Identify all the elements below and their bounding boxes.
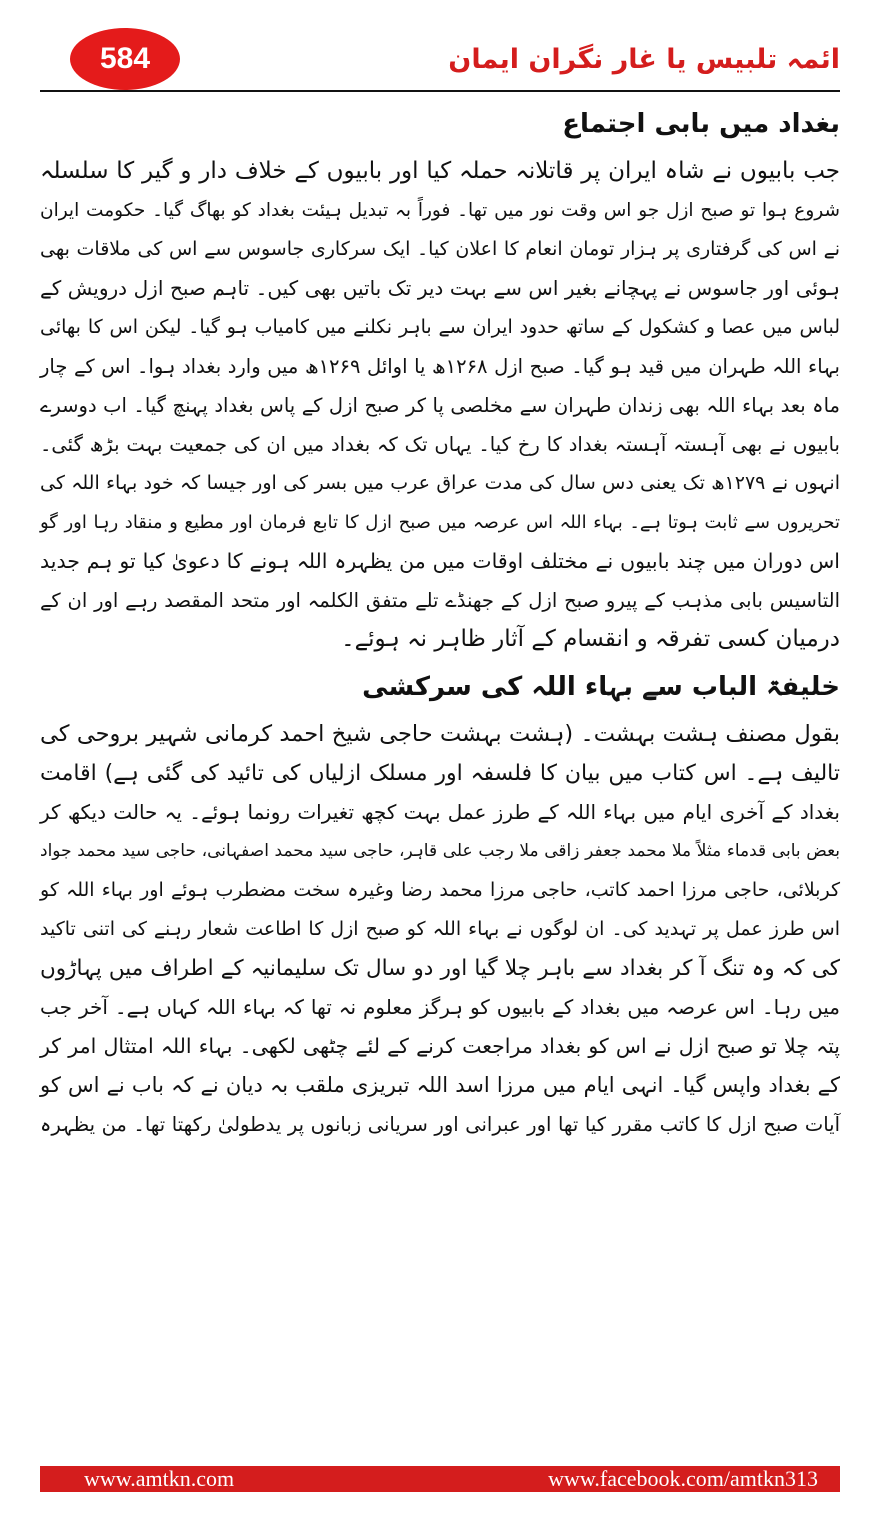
text-line: میں رہا۔ اس عرصہ میں بغداد کے بابیوں کو ہرگز معلوم نہ تھا کہ بہاء اللہ کہاں ہے۔ آخر جب bbox=[40, 995, 840, 1019]
text-line: کربلائی، حاجی مرزا احمد کاتب، حاجی مرزا محمد رضا وغیرہ سخت مضطرب ہوئے اور بہاء اللہ کو bbox=[40, 879, 840, 901]
paragraph-baghdad-gathering bbox=[40, 152, 840, 659]
section-heading-bahaullah-rebellion: خلیفۃ الباب سے بہاء اللہ کی سرکشی bbox=[362, 672, 840, 702]
text-line: ہوئی اور جاسوس نے پہچانے بغیر اس سے بہت دیر تک باتیں بھی کیں۔ تاہم صبح ازل درویش کے bbox=[40, 276, 840, 300]
text-line: کے بغداد واپس گیا۔ انہی ایام میں مرزا اسد اللہ تبریزی ملقب بہ دیان نے کہ باب نے اس کو bbox=[40, 1073, 840, 1097]
page-number-badge: 584 bbox=[70, 28, 180, 90]
text-line: بابیوں نے بھی آہستہ آہستہ بغداد کا رخ کیا۔ یہاں تک کہ بغداد میں ان کی جمعیت بہت بڑھ گئی۔ bbox=[40, 433, 840, 456]
text-line: انہوں نے ۱۲۷۹ھ تک یعنی دس سال کی مدت عراق عرب میں بسر کی اور جیسا کہ خود بہاء اللہ کی bbox=[40, 472, 840, 494]
page-header bbox=[40, 18, 840, 90]
facebook-link[interactable]: www.facebook.com/amtkn313 bbox=[548, 1466, 818, 1491]
text-line: آیات صبح ازل کا کاتب مقرر کیا تھا اور عبرانی اور سریانی زبانوں پر یدطولیٰ رکھتا تھا۔ من یظہرہ bbox=[40, 1113, 840, 1136]
header-divider bbox=[40, 90, 840, 92]
text-line: جب بابیوں نے شاہ ایران پر قاتلانہ حملہ کیا اور بابیوں کے خلاف دار و گیر کا سلسلہ bbox=[40, 158, 840, 184]
website-link[interactable]: www.amtkn.com bbox=[84, 1466, 235, 1491]
footer-bar bbox=[40, 1466, 840, 1492]
text-line: التاسیس بابی مذہب کے پیرو صبح ازل کے جھنڈے تلے متفق الکلمہ اور متحد المقصد رہے اور ان کے bbox=[40, 589, 840, 612]
text-line: لباس میں عصا و کشکول کے ساتھ حدود ایران سے باہر نکلنے میں کامیاب ہو گیا۔ لیکن اس کا بھائی bbox=[40, 316, 840, 338]
text-line: اس دوران میں چند بابیوں نے مختلف اوقات میں من یظہرہ اللہ ہونے کا دعویٰ کیا تو ہم جدید bbox=[40, 549, 840, 573]
book-title: ائمہ تلبیس یا غار نگران ایمان bbox=[448, 44, 840, 75]
text-line: ماہ بعد بہاء اللہ بھی زندان طہران سے مخلصی پا کر صبح ازل کے پاس بغداد پہنچ گیا۔ اب دوسرے bbox=[40, 394, 840, 417]
text-line: کی کہ وہ تنگ آ کر بغداد سے باہر چلا گیا اور دو سال تک سلیمانیہ کے اطراف میں پہاڑوں bbox=[40, 956, 840, 981]
paragraph-bahaullah-rebellion bbox=[40, 715, 840, 1144]
text-line: بعض بابی قدماء مثلاً ملا محمد جعفر زاقی ملا رجب علی قاہر، حاجی سید محمد اصفہانی، حاجی سید محمد جواد bbox=[40, 841, 840, 861]
text-line: نے اس کی گرفتاری پر ہزار تومان انعام کا اعلان کیا۔ ایک سرکاری جاسوس سے اس کی ملاقات بھی bbox=[40, 238, 840, 260]
text-line: تحریروں سے ثابت ہوتا ہے۔ بہاء اللہ اس عرصہ میں صبح ازل کا تابع فرمان اور مطیع و منقاد رہا اور گو bbox=[40, 512, 840, 533]
section-heading-baghdad-gathering: بغداد میں بابی اجتماع bbox=[562, 109, 840, 139]
text-line: درمیان کسی تفرقہ و انقسام کے آثار ظاہر نہ ہوئے۔ bbox=[341, 626, 840, 652]
text-line: اس طرز عمل پر تہدید کی۔ ان لوگوں نے بہاء اللہ کو صبح ازل کا اطاعت شعار رہنے کی اتنی تاکید bbox=[40, 918, 840, 940]
text-line: پتہ چلا تو صبح ازل نے اس کو بغداد مراجعت کرنے کے لئے چٹھی لکھی۔ بہاء اللہ امتثال امر کر bbox=[40, 1034, 840, 1058]
page-body bbox=[40, 96, 840, 1144]
text-line: شروع ہوا تو صبح ازل جو اس وقت نور میں تھا۔ فوراً بہ تبدیل ہیئت بغداد کو بھاگ گیا۔ حکومت ایران bbox=[40, 200, 840, 221]
text-line: تالیف ہے۔ اس کتاب میں بیان کا فلسفہ اور مسلک ازلیاں کی تائید کی گئی ہے) اقامت bbox=[40, 761, 840, 786]
text-line: بقول مصنف ہشت بہشت۔ (ہشت بہشت حاجی شیخ احمد کرمانی شہیر بروحی کی bbox=[40, 721, 840, 747]
text-line: بغداد کے آخری ایام میں بہاء اللہ کے طرز عمل بہت کچھ تغیرات رونما ہوئے۔ یہ حالت دیکھ کر bbox=[40, 800, 840, 824]
text-line: بہاء اللہ طہران میں قید ہو گیا۔ صبح ازل ۱۲۶۸ھ یا اوائل ۱۲۶۹ھ میں وارد بغداد ہوا۔ اس کے چار bbox=[40, 355, 840, 378]
